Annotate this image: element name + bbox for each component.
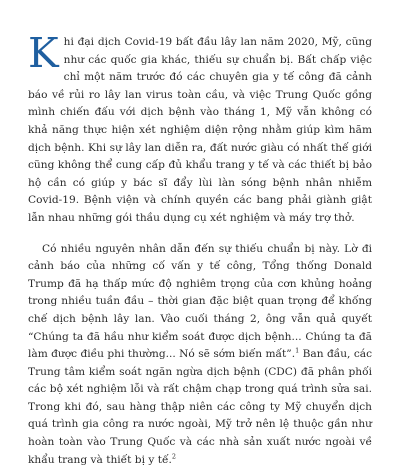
paragraph-2-text-part-2: Ban đầu, các Trung tâm kiểm soát ngăn ngừa dịch bệnh (CDC) đã phân phối các bộ xét nghiệm lỗi và rất chậm chạp trong quá trình sửa sai. Trong khi đó, sau hàng thập niên các công ty Mỹ chuyển dịch quá trình gia công ra nước ngoài, Mỹ trở nên lệ thuộc gần như hoàn toàn vào Trung Quốc và các nhà sản xuất nước ngoài về khẩu trang và thiết bị y tế. [28, 348, 373, 466]
footnote-ref-2: 2 [171, 452, 176, 461]
footnote-ref-1: 1 [295, 346, 300, 355]
paragraph-1 [28, 29, 372, 228]
drop-cap-letter: K [28, 29, 59, 77]
paragraph-2-text-part-1: Có nhiều nguyên nhân dẫn đến sự thiếu chuẩn bị này. Lờ đi cảnh báo của những cố vấn y tế công, Tổng thống Donald Trump đã hạ thấp mức độ nghiêm trọng của cơn khủng hoảng trong nhiều tuần đầu – thời gian đặc biệt quan trọng để khống chế dịch bệnh lây lan. Vào cuối tháng 2, ông vẫn quả quyết “Chúng ta đã hầu như kiểm soát được dịch bệnh... Chúng ta đã làm được điều phi thường... Nó sẽ sớm biến mất”. [28, 242, 372, 361]
paragraph-2 [28, 241, 372, 469]
paragraph-1-text: hi đại dịch Covid-19 bất đầu lây lan năm 2020, Mỹ, cũng như các quốc gia khác, thiếu sự chuẩn bị. Bất chấp việc chỉ một năm trước đó các chuyên gia y tế công đã cảnh báo về rủi ro lây lan virus toàn cầu, và việc Trung Quốc gồng mình chiến đấu với dịch bệnh vào tháng 1, Mỹ vẫn không có khả năng thực hiện xét nghiệm diện rộng nhằm giúp kìm hãm dịch bệnh. Khi sự lây lan diễn ra, đất nước giàu có nhất thế giới cũng không thể cung cấp đủ khẩu trang y tế và các thiết bị bảo hộ cần có giúp y bác sĩ đẩy lùi làn sóng bệnh nhân nhiễm Covid-19. Bệnh viện và chính quyền các bang phải giành giật lẫn nhau những gói thầu dụng cụ xét nghiệm và máy trợ thở. [28, 36, 372, 224]
book-page [28, 29, 373, 466]
